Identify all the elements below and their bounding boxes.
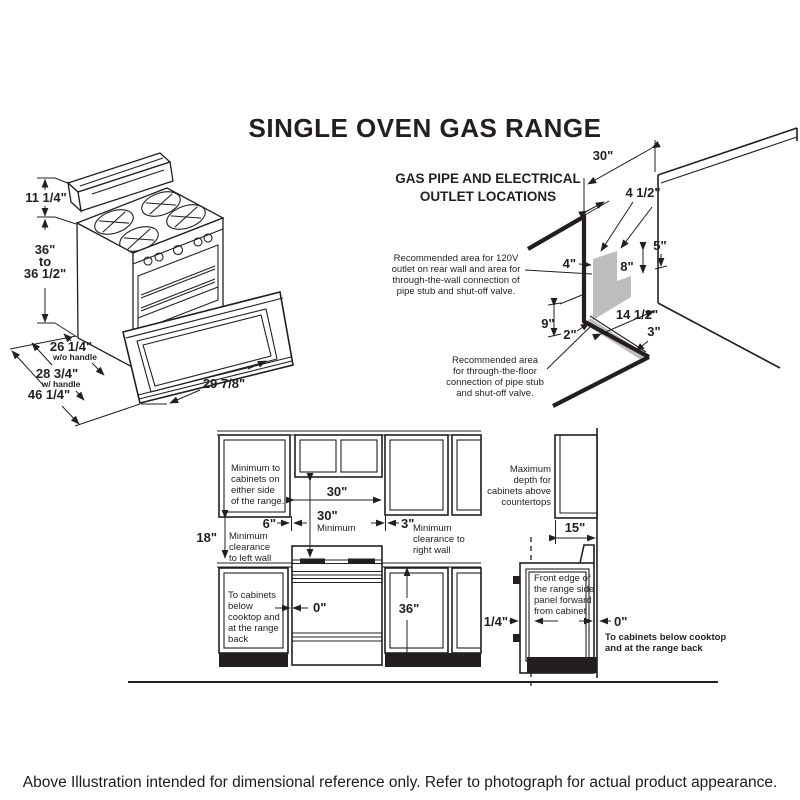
depth-handle-label: 28 3/4" (35, 366, 79, 381)
gas-dim-14-5-label: 14 1/2" (615, 307, 659, 322)
door-width-label: 29 7/8" (202, 376, 246, 391)
side-panel-note-4: from cabinet (534, 606, 587, 617)
side-clearance-diagram (484, 428, 727, 688)
gas-dim-3-label: 3" (647, 324, 661, 339)
side-lower-note-2: and at the range back (605, 643, 703, 654)
dim-left-gap (263, 516, 307, 531)
dim-right-gap-label: 3" (401, 516, 415, 531)
dim-15-label: 15" (564, 520, 586, 535)
depth-door-open-label: 46 1/4" (27, 387, 71, 402)
dim-between-cabinets (294, 484, 381, 500)
dim-0-side-label: 0" (614, 614, 628, 629)
dim-0-front-label: 0" (313, 600, 327, 615)
range-height-label-2: to (38, 254, 52, 269)
gas-dim-4-5 (585, 185, 661, 251)
gas-dim-8 (620, 250, 643, 274)
gas-diagram-title-1: GAS PIPE AND ELECTRICAL (395, 171, 581, 186)
dim-above-cooktop-label: 30" (317, 508, 338, 523)
depth-no-handle-note: w/o handle (53, 352, 97, 362)
range-height-label-1: 36" (34, 242, 56, 257)
upper-cab-note-2: cabinets on (231, 474, 280, 485)
right-wall-note-2: clearance to (413, 534, 465, 545)
backguard-height-label: 11 1/4" (25, 190, 67, 205)
gas-diagram-title-2: OUTLET LOCATIONS (419, 189, 557, 204)
right-wall-note (413, 523, 465, 556)
side-upper-note-1: Maximum (509, 464, 551, 475)
gas-dim-4-5-label: 4 1/2" (625, 185, 661, 200)
right-wall-note-3: right wall (413, 545, 451, 556)
gas-dim-5 (653, 238, 667, 269)
gas-floor-note-2: for through-the-floor (453, 366, 537, 377)
toe-kick-left (219, 653, 288, 667)
gas-dim-4-label: 4" (562, 256, 576, 271)
page-title: SINGLE OVEN GAS RANGE (248, 113, 602, 143)
caption-text: Above Illustration intended for dimensional reference only. Refer to photograph for actual product appearance. (22, 774, 778, 791)
dim-18-label: 18" (196, 530, 217, 545)
dim-range-height (24, 220, 77, 338)
side-upper-note-3: cabinets above (487, 486, 551, 497)
toe-kick-right (385, 653, 481, 667)
dim-right-gap (371, 516, 414, 531)
dim-15 (556, 520, 596, 544)
upper-cab-note-1: Minimum to (231, 463, 281, 474)
gas-dim-9-label: 9" (541, 316, 555, 331)
dim-above-cooktop-note: Minimum (317, 523, 356, 534)
upper-cabinet-middle (295, 435, 382, 477)
gas-wall-note-4: pipe stub and shut-off valve. (396, 286, 516, 297)
left-wall-note-1: Minimum (229, 531, 268, 542)
side-upper-note-2: depth for (513, 475, 551, 486)
dim-18 (196, 518, 225, 558)
gas-dim-3 (636, 324, 661, 351)
lower-cab-note-1: To cabinets (228, 590, 277, 601)
dim-left-gap-label: 6" (262, 516, 276, 531)
depth-handle-note: w/ handle (41, 379, 81, 389)
side-panel-note (534, 573, 594, 617)
gas-dim-30 (584, 140, 655, 213)
gas-dim-4 (563, 256, 591, 271)
left-wall-note (229, 531, 271, 564)
gas-outlet-diagram (392, 128, 797, 406)
lower-cab-note-4: at the range (228, 623, 279, 634)
base-cabinet-far-right (452, 568, 481, 653)
side-panel-note-1: Front edge of (534, 573, 591, 584)
upper-cabinet-far-right (452, 435, 481, 515)
gas-wall-note-2: outlet on rear wall and area for (391, 264, 521, 275)
lower-cab-note-3: cooktop and (228, 612, 280, 623)
gas-dim-5-label: 5" (653, 238, 667, 253)
range-isometric-view (10, 153, 293, 426)
gas-dim-8-label: 8" (620, 259, 634, 274)
upper-cab-note-3: either side (231, 485, 275, 496)
left-wall-note-3: to left wall (229, 553, 272, 564)
range-front-view (292, 546, 382, 665)
gas-floor-note-1: Recommended area (451, 355, 539, 366)
gas-dim-2-label: 2" (563, 327, 577, 342)
lower-cab-note-2: below (228, 601, 253, 612)
gas-dim-2 (563, 323, 589, 342)
gas-wall-note-1: Recommended area for 120V (393, 253, 519, 264)
dim-36-label: 36" (398, 601, 420, 616)
lower-cab-note-5: back (228, 634, 249, 645)
side-upper-note-4: countertops (501, 497, 551, 508)
gas-floor-note-3: connection of pipe stub (446, 377, 544, 388)
side-upper-note (487, 464, 551, 508)
side-lower-note (605, 632, 726, 654)
side-panel-note-2: the range side (534, 584, 595, 595)
side-panel-note-3: panel forward (534, 595, 592, 606)
dim-quarter-label: 1/4" (483, 614, 508, 629)
dim-between-cabinets-label: 30" (326, 484, 348, 499)
depth-no-handle-label: 26 1/4" (49, 339, 93, 354)
front-clearance-diagram (196, 431, 481, 667)
upper-cabinet-right (385, 435, 448, 515)
left-wall-note-2: clearance (229, 542, 271, 553)
counter-cabinet (658, 128, 797, 368)
upper-cab-note-4: of the range. (231, 496, 285, 507)
gas-wall-note-3: through-the-wall connection of (392, 275, 520, 286)
side-lower-note-1: To cabinets below cooktop (605, 632, 727, 643)
right-wall-note-1: Minimum (413, 523, 452, 534)
gas-floor-note-4: and shut-off valve. (456, 388, 534, 399)
gas-dim-30-label: 30" (592, 148, 614, 163)
range-height-label-3: 36 1/2" (23, 266, 67, 281)
side-upper-cabinet (555, 435, 597, 518)
